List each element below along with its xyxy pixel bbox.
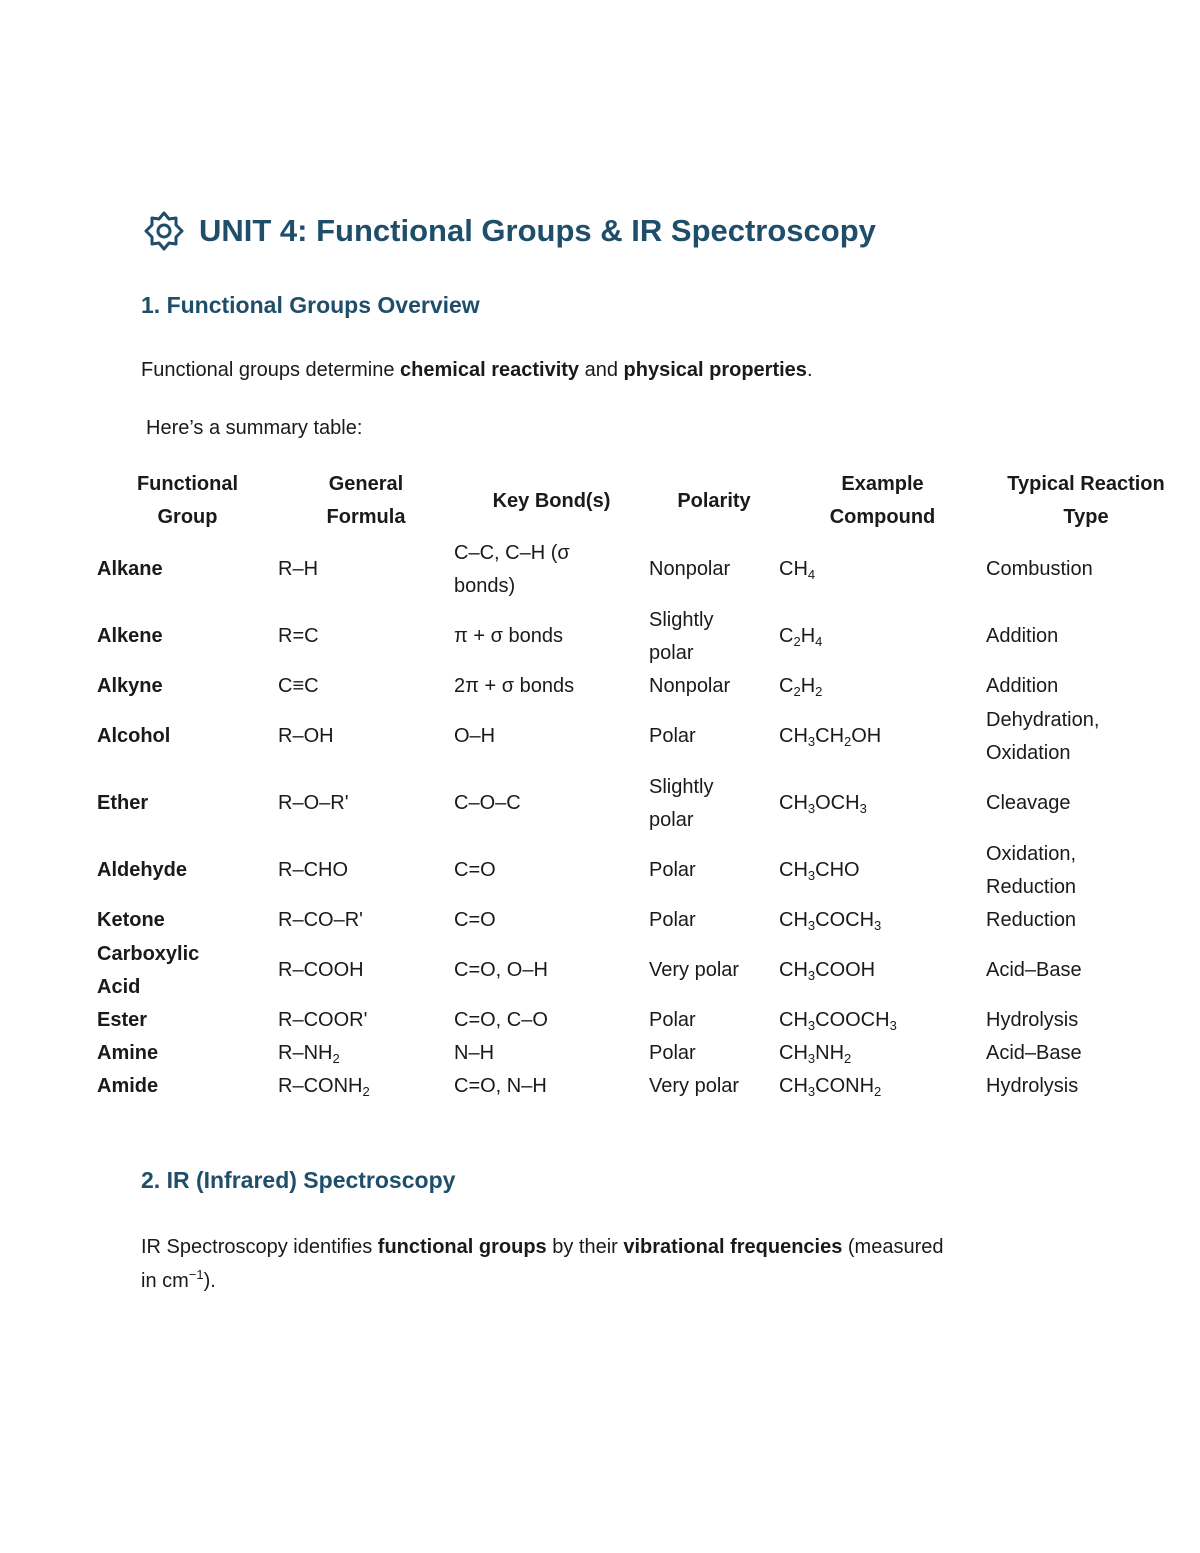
cell-polarity: Slightly polar [649, 775, 714, 831]
cell-group: Alcohol [97, 725, 171, 747]
cell-reaction: Dehydration, Oxidation [986, 708, 1100, 764]
cell-key-bond: 2π + σ bonds [454, 675, 575, 697]
cell-polarity: Very polar [649, 959, 740, 981]
cell-reaction: Oxidation, Reduction [986, 842, 1077, 898]
cell-key-bond: π + σ bonds [454, 625, 563, 647]
table-row [97, 1037, 1186, 1070]
cell-key-bond: C–O–C [454, 792, 521, 814]
cell-key-bond: C=O, N–H [454, 1075, 547, 1097]
cell-reaction: Acid–Base [986, 1042, 1082, 1064]
cell-formula: $R-NH_2$ [278, 1042, 340, 1066]
header-key-bonds: Key Bond(s) [492, 489, 611, 512]
cell-reaction: Combustion [986, 558, 1093, 580]
header-reaction-type: Typical Reaction Type [1007, 473, 1165, 528]
cell-formula: R–O–R' [278, 792, 349, 814]
cell-formula: R–CHO [278, 859, 349, 881]
table-row [97, 770, 1186, 837]
cell-polarity: Polar [649, 1042, 696, 1064]
cell-reaction: Addition [986, 625, 1059, 647]
cell-key-bond: C=O, O–H [454, 959, 548, 981]
cell-formula: R–OH [278, 725, 334, 747]
ir-intro-paragraph: IR Spectroscopy identifies functional groups by their vibrational frequencies (measured in $cm^{-1}$). [141, 1236, 944, 1292]
cell-example: $C_2H_2$ [779, 675, 823, 699]
cell-group: Alkene [97, 625, 163, 647]
cell-polarity: Nonpolar [649, 558, 731, 580]
cell-formula: R–CO–R' [278, 909, 363, 931]
cell-example: $C_2H_4$ [779, 625, 823, 649]
cell-group: Ether [97, 792, 149, 814]
cell-polarity: Nonpolar [649, 675, 731, 697]
cell-formula: R–H [278, 558, 319, 580]
table-row [97, 670, 1186, 703]
table-row [97, 703, 1186, 770]
cell-polarity: Very polar [649, 1075, 740, 1097]
page-title: UNIT 4: Functional Groups & IR Spectroscopy [199, 213, 876, 248]
cell-polarity: Slightly polar [649, 608, 714, 664]
cell-polarity: Polar [649, 909, 696, 931]
cell-formula: R–COOR' [278, 1009, 368, 1031]
header-functional-group: Functional Group [136, 473, 239, 528]
cell-example: $CH_3COOCH_3$ [779, 1009, 897, 1033]
cell-key-bond: C=O [454, 859, 496, 881]
cell-reaction: Hydrolysis [986, 1009, 1079, 1031]
cell-key-bond: C=O [454, 909, 496, 931]
cell-example: $CH_3CONH_2$ [779, 1075, 882, 1099]
cell-group: Amide [97, 1075, 159, 1097]
table-row [97, 1070, 1186, 1103]
cell-key-bond: C–C, C–H (σ bonds) [454, 541, 570, 597]
section-heading-ir-spectroscopy: 2. IR (Infrared) Spectroscopy [141, 1167, 456, 1193]
cell-reaction: Cleavage [986, 792, 1071, 814]
cell-example: $CH_3COCH_3$ [779, 909, 882, 933]
cell-group: Alkyne [97, 675, 163, 697]
cell-example: $CH_3COOH$ [779, 959, 876, 983]
header-general-formula: General Formula [326, 473, 406, 528]
cell-group: Ester [97, 1009, 148, 1031]
title-row [143, 210, 876, 252]
header-polarity: Polarity [677, 489, 751, 512]
cell-reaction: Addition [986, 675, 1059, 697]
cell-key-bond: N–H [454, 1042, 495, 1064]
table-row [97, 536, 1186, 603]
table-row [97, 603, 1186, 670]
cell-polarity: Polar [649, 859, 696, 881]
summary-lead: Here’s a summary table: [146, 417, 363, 439]
intro-paragraph: Functional groups determine chemical reactivity and physical properties. [141, 359, 813, 381]
table-row [97, 904, 1186, 937]
cell-polarity: Polar [649, 725, 696, 747]
cell-reaction: Hydrolysis [986, 1075, 1079, 1097]
cell-group: Aldehyde [97, 859, 188, 881]
cell-formula: C≡C [278, 675, 319, 697]
cell-polarity: Polar [649, 1009, 696, 1031]
cell-group: Amine [97, 1042, 159, 1064]
cell-formula: $R-CONH_2$ [278, 1075, 370, 1099]
cell-group: Ketone [97, 909, 165, 931]
section-heading-functional-groups: 1. Functional Groups Overview [141, 292, 480, 318]
table-header-row [97, 466, 1186, 536]
functional-groups-table [97, 466, 1186, 1103]
cell-example: $CH_3NH_2$ [779, 1042, 852, 1066]
cell-example: $CH_3CHO$ [779, 859, 860, 883]
cell-formula: R–COOH [278, 959, 364, 981]
cell-group: Carboxylic Acid [97, 942, 200, 998]
cell-example: $CH_3CH_2OH$ [779, 725, 882, 749]
cell-example: $CH_3OCH_3$ [779, 792, 867, 816]
cell-key-bond: O–H [454, 725, 496, 747]
table-row [97, 837, 1186, 904]
gear-molecule-icon [143, 210, 185, 252]
cell-key-bond: C=O, C–O [454, 1009, 548, 1031]
cell-reaction: Acid–Base [986, 959, 1082, 981]
cell-group: Alkane [97, 558, 163, 580]
header-example-compound: Example Compound [829, 473, 936, 528]
table-row [97, 1004, 1186, 1037]
cell-formula: R=C [278, 625, 319, 647]
cell-reaction: Reduction [986, 909, 1077, 931]
table-row [97, 937, 1186, 1004]
cell-example: $CH_4$ [779, 558, 816, 582]
